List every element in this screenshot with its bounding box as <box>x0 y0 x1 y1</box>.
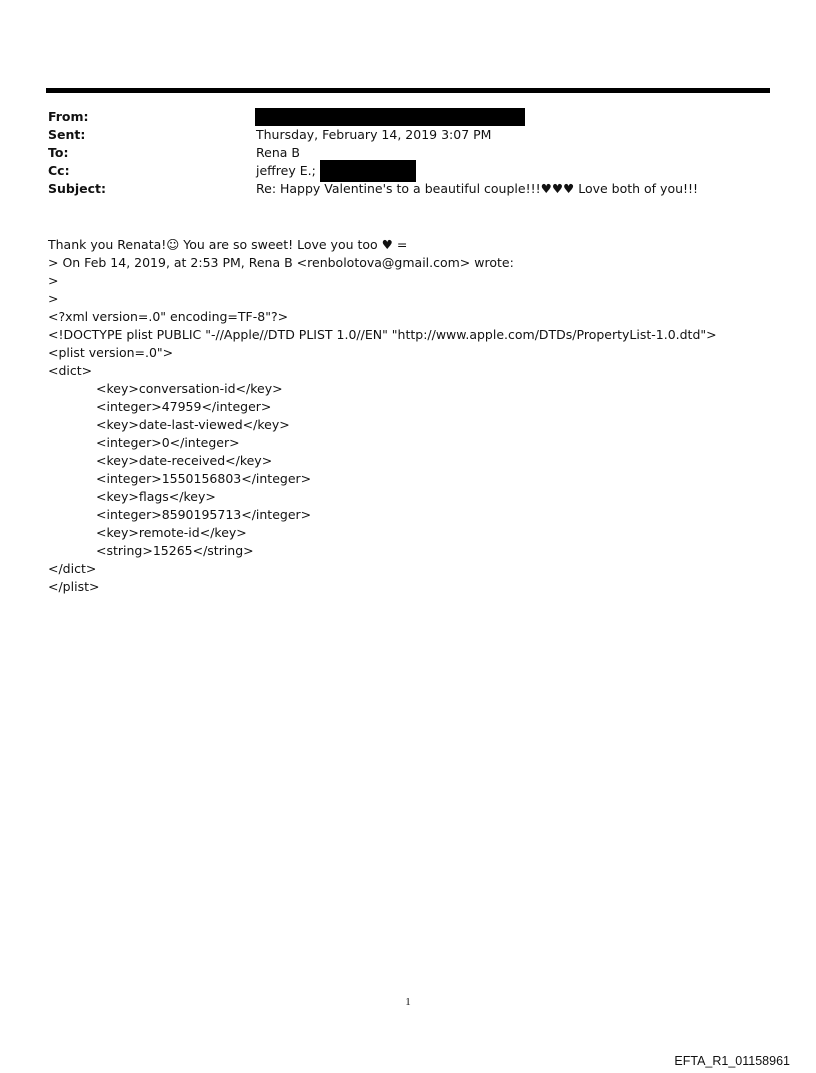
body-line: <key>remote-id</key> <box>96 525 247 540</box>
body-line: <integer>8590195713</integer> <box>96 507 312 522</box>
body-line: Thank you Renata!☺ You are so sweet! Love you too ♥ = <box>48 237 408 252</box>
from-row <box>48 108 768 126</box>
body-line: </dict> <box>48 561 97 576</box>
body-line: <!DOCTYPE plist PUBLIC "-//Apple//DTD PLIST 1.0//EN" "http://www.apple.com/DTDs/PropertyList-1.0.dtd"> <box>48 327 717 342</box>
body-line: > <box>48 273 59 288</box>
email-header <box>48 108 768 198</box>
body-line: <key>conversation-id</key> <box>96 381 283 396</box>
subject-value: Re: Happy Valentine's to a beautiful couple!!!♥♥♥ Love both of you!!! <box>256 181 699 196</box>
body-line: > <box>48 291 59 306</box>
body-line: <key>flags</key> <box>96 489 216 504</box>
body-line: <integer>47959</integer> <box>96 399 272 414</box>
body-line: <integer>1550156803</integer> <box>96 471 312 486</box>
to-value: Rena B <box>256 145 300 160</box>
sent-value: Thursday, February 14, 2019 3:07 PM <box>256 127 492 142</box>
cc-row <box>48 162 768 180</box>
body-line: <string>15265</string> <box>96 543 254 558</box>
from-redaction <box>255 108 525 126</box>
body-line: <integer>0</integer> <box>96 435 240 450</box>
cc-label: Cc: <box>48 163 70 178</box>
body-line: <plist version=.0"> <box>48 345 174 360</box>
body-line: <dict> <box>48 363 93 378</box>
email-body <box>48 236 768 596</box>
from-value <box>256 108 525 126</box>
header-rule <box>46 88 770 93</box>
body-line: <?xml version=.0" encoding=TF-8"?> <box>48 309 289 324</box>
body-line: > On Feb 14, 2019, at 2:53 PM, Rena B <renbolotova@gmail.com> wrote: <box>48 255 514 270</box>
body-line: <key>date-last-viewed</key> <box>96 417 290 432</box>
body-line: </plist> <box>48 579 100 594</box>
body-line: <key>date-received</key> <box>96 453 273 468</box>
from-label: From: <box>48 109 89 124</box>
cc-value: jeffrey E.; <box>256 162 416 182</box>
subject-row <box>48 180 768 198</box>
document-id: EFTA_R1_01158961 <box>674 1054 790 1068</box>
subject-label: Subject: <box>48 181 106 196</box>
sent-label: Sent: <box>48 127 86 142</box>
cc-redaction <box>320 160 416 182</box>
sent-row <box>48 126 768 144</box>
page-number: 1 <box>405 996 411 1008</box>
to-label: To: <box>48 145 69 160</box>
